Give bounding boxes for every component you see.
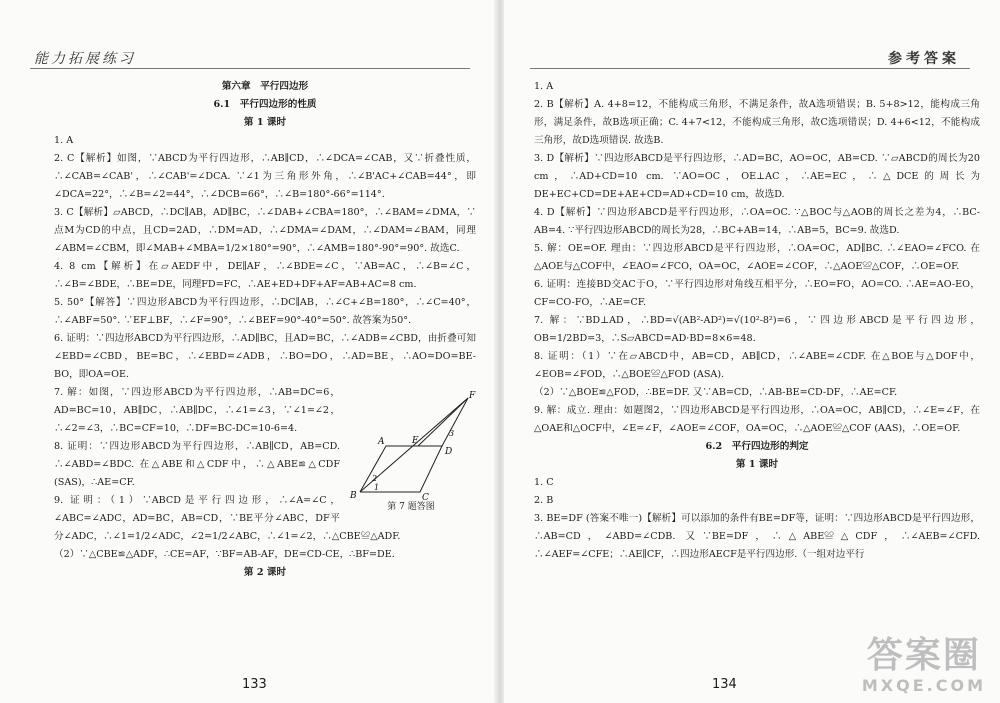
- lesson2-title: 第 2 课时: [243, 567, 287, 578]
- answer-line: 7. 解：∵BD⊥AD，∴BD=√(AB²-AD²)=√(10²-8²)=6，∵四边形ABCD是平行四边形，OB=1/2BD=3，∴S▱ABCD=AD·BD=8×6=48.: [534, 315, 980, 344]
- answer-line: 1. A: [54, 135, 74, 146]
- answer-line: 5. 解：OE=OF. 理由：∵四边形ABCD是平行四边形，∴OA=OC，AD∥BC. ∴∠EAO=∠FCO. 在△AOE与△COF中，∠EAO=∠FCO，OA=OC，∠AOE=∠COF，∴△AOE≌△COF，∴OE=OF.: [534, 243, 980, 272]
- label-2: 2: [372, 474, 378, 483]
- answer-line: 9. 解：成立. 理由：如题图2，∵四边形ABCD是平行四边形，∴OA=OC，AB∥CD，∴∠E=∠F，在△OAE和△OCF中，∠E=∠F，∠AOE=∠COF，OA=OC，∴△AOE≌△COF (AAS)，∴OE=OF.: [534, 405, 980, 434]
- answer-line: 6. 证明：连接BD交AC于O，∵平行四边形对角线互相平分，∴EO=FO，AO=CO. ∴AE=AO-EO，CF=CO-FO，∴AE=CF.: [534, 279, 980, 308]
- label-E: E: [412, 436, 419, 446]
- answer-line: 2. B: [534, 495, 554, 506]
- lesson-title-2: 第 1 课时: [735, 459, 779, 470]
- answer-line: 8. 证明：∵四边形ABCD为平行四边形，∴AB∥CD，AB=CD. ∴∠ABD=∠BDC. 在△ABE和△CDF中，∴△ABE≌△CDF (SAS)，∴AE=CF.: [54, 441, 340, 488]
- figure-caption: 第 7 题答图: [387, 502, 435, 512]
- answer-line: 2. C【解析】如图，∵ABCD为平行四边形，∴AB∥CD，∴∠DCA=∠CAB，又∵折叠性质，∴∠CAB=∠CAB'，∴∠CAB'=∠DCA. ∵∠1为三角形外角，∴∠B'AC+∠CAB=44°，即∠DCA=22°，∴∠B=∠2=44°，∴∠DCB=66°，∴∠B=180°-66°=114°.: [54, 153, 476, 200]
- left-page: [0, 0, 496, 703]
- chapter-title: 第六章 平行四边形: [221, 81, 309, 92]
- answer-line: 8. 证明：（1）∵在▱ABCD中，AB=CD，AB∥CD，∴∠ABE=∠CDF. 在△BOE与△DOF中，∠EOB=∠FOD，∴△BOE≌△FOD (ASA).: [534, 351, 980, 380]
- right-body: [534, 78, 980, 564]
- answer-line: 5. 50°【解答】∵四边形ABCD为平行四边形，∴DC∥AB，∴∠C+∠B=180°，∴∠C=40°，∴∠ABF=50°. ∵EF⊥BF，∴∠F=90°，∴∠BEF=90°-40°=50°. 故答案为50°.: [54, 297, 476, 326]
- answer-line: （2）∵△CBE≌△ADF，∴CE=AF，∵BF=AB-AF，DE=CD-CE，∴BF=DE.: [54, 549, 395, 560]
- parallelogram-diagram: [346, 388, 476, 502]
- section-title: 6.1 平行四边形的性质: [213, 99, 317, 110]
- answer-line: 2. B【解析】A. 4+8=12，不能构成三角形，不满足条件，故A选项错误；B. 5+8>12，能构成三角形，满足条件，故B选项正确；C. 4+7<12，不能构成三角形，故C选项错误；D. 4+6<12，不能构成三角形，故D选项错误. 故选B.: [534, 99, 980, 146]
- watermark: [862, 636, 986, 695]
- label-B: B: [350, 491, 357, 501]
- left-body: [54, 78, 476, 582]
- page-number-right: 134: [712, 677, 737, 692]
- answer-line: 7. 解：如图，∵四边形ABCD为平行四边形，∴AB=DC=6，AD=BC=10，AB∥DC，∴AB∥DC，∴∠1=∠3，∵∠1=∠2，∴∠2=∠3，∴BC=CF=10，∴DF=BC-DC=10-6=4.: [54, 387, 340, 434]
- left-header: 能力拓展练习: [34, 51, 136, 67]
- right-page: [504, 0, 1000, 703]
- answer-line: 4. 8 cm【解析】在▱AEDF中，DE∥AF，∴∠BDE=∠C，∵AB=AC，∴∠B=∠C，∴∠B=∠BDE，∴BE=DE，同理FD=FC，∴AE+ED+DF+AF=AB+AC=8 cm.: [54, 261, 476, 290]
- section-title-2: 6.2 平行四边形的判定: [705, 441, 809, 452]
- label-D: D: [445, 447, 453, 457]
- q7-figure: [346, 388, 476, 512]
- answer-line: 4. D【解析】∵四边形ABCD是平行四边形，∴OA=OC. ∵△BOC与△AOB的周长之差为4，∴BC-AB=4. ∵平行四边形ABCD的周长为28，∴BC+AB=14，∴AB=5，BC=9. 故选D.: [534, 207, 980, 236]
- left-header-rule: [30, 68, 470, 69]
- answer-line: 3. D【解析】∵四边形ABCD是平行四边形，∴AD=BC，AO=OC，AB=CD. ∵▱ABCD的周长为20 cm，∴AD+CD=10 cm. ∵AO=OC，OE⊥AC，∴AE=EC，∴△DCE的周长为DE+EC+CD=DE+AE+CD=AD+CD=10 cm，故选D.: [534, 153, 980, 200]
- watermark-url: MXQE.COM: [861, 676, 986, 695]
- watermark-logo-text: 答案圈: [866, 635, 981, 676]
- answer-line: 6. 证明：∵四边形ABCD为平行四边形，∴AD∥BC，且AD=BC，∴∠ADB=∠CBD，由折叠可知∠EBD=∠CBD，BE=BC，∴∠EBD=∠ADB，∴BO=DO，∴AD=BE，∴AO=DO=BE-BO，即OA=OE.: [54, 333, 476, 380]
- answer-line: 3. C【解析】▱ABCD，∴DC∥AB，AD∥BC，∴∠DAB+∠CBA=180°，∴∠BAM=∠DMA，∵点M为CD的中点，且CD=2AD，∴DM=AD，∴∠DMA=∠DAM，∴∠DAM=∠BAM，同理∠ABM=∠CBM，即∠MAB+∠MBA=1/2×180°=90°，∴∠AMB=180°-90°=90°. 故选C.: [54, 207, 476, 254]
- answer-line: 9. 证明：（1）∵ABCD是平行四边形，∴∠A=∠C，∠ABC=∠ADC，AD=BC，AB=CD，∵BE平分∠ABC，DF平分∠ADC，∴∠1=1/2∠ADC，∠2=1/2∠ABC，∴∠1=∠2，∴△CBE≌△ADF.: [54, 495, 401, 542]
- right-header: 参考答案: [888, 51, 960, 67]
- label-3: 3: [449, 429, 455, 438]
- answer-line: 1. C: [534, 477, 554, 488]
- label-C: C: [422, 493, 429, 502]
- answer-line: 3. BE=DF (答案不唯一)【解析】可以添加的条件有BE=DF等，证明：∵四边形ABCD是平行四边形，∴AB=CD，∠ABD=∠CDB. 又∵BE=DF，∴△ABE≌△CDF，∴∠AEB=∠CFD. ∴∠AEF=∠CFE；∴AE∥CF，∴四边形AECF是平行四边形.（一组对边平行: [534, 513, 980, 560]
- label-1: 1: [374, 483, 380, 492]
- right-header-rule: [530, 68, 970, 69]
- answer-line: 1. A: [534, 81, 554, 92]
- lesson-title: 第 1 课时: [243, 117, 287, 128]
- label-A: A: [378, 437, 385, 447]
- label-F: F: [469, 391, 476, 401]
- page-number-left: 133: [242, 677, 267, 692]
- answer-line: （2）∵△BOE≌△FOD，∴BE=DF. 又∵AB=CD，∴AB-BE=CD-DF，∴AE=CF.: [534, 387, 898, 398]
